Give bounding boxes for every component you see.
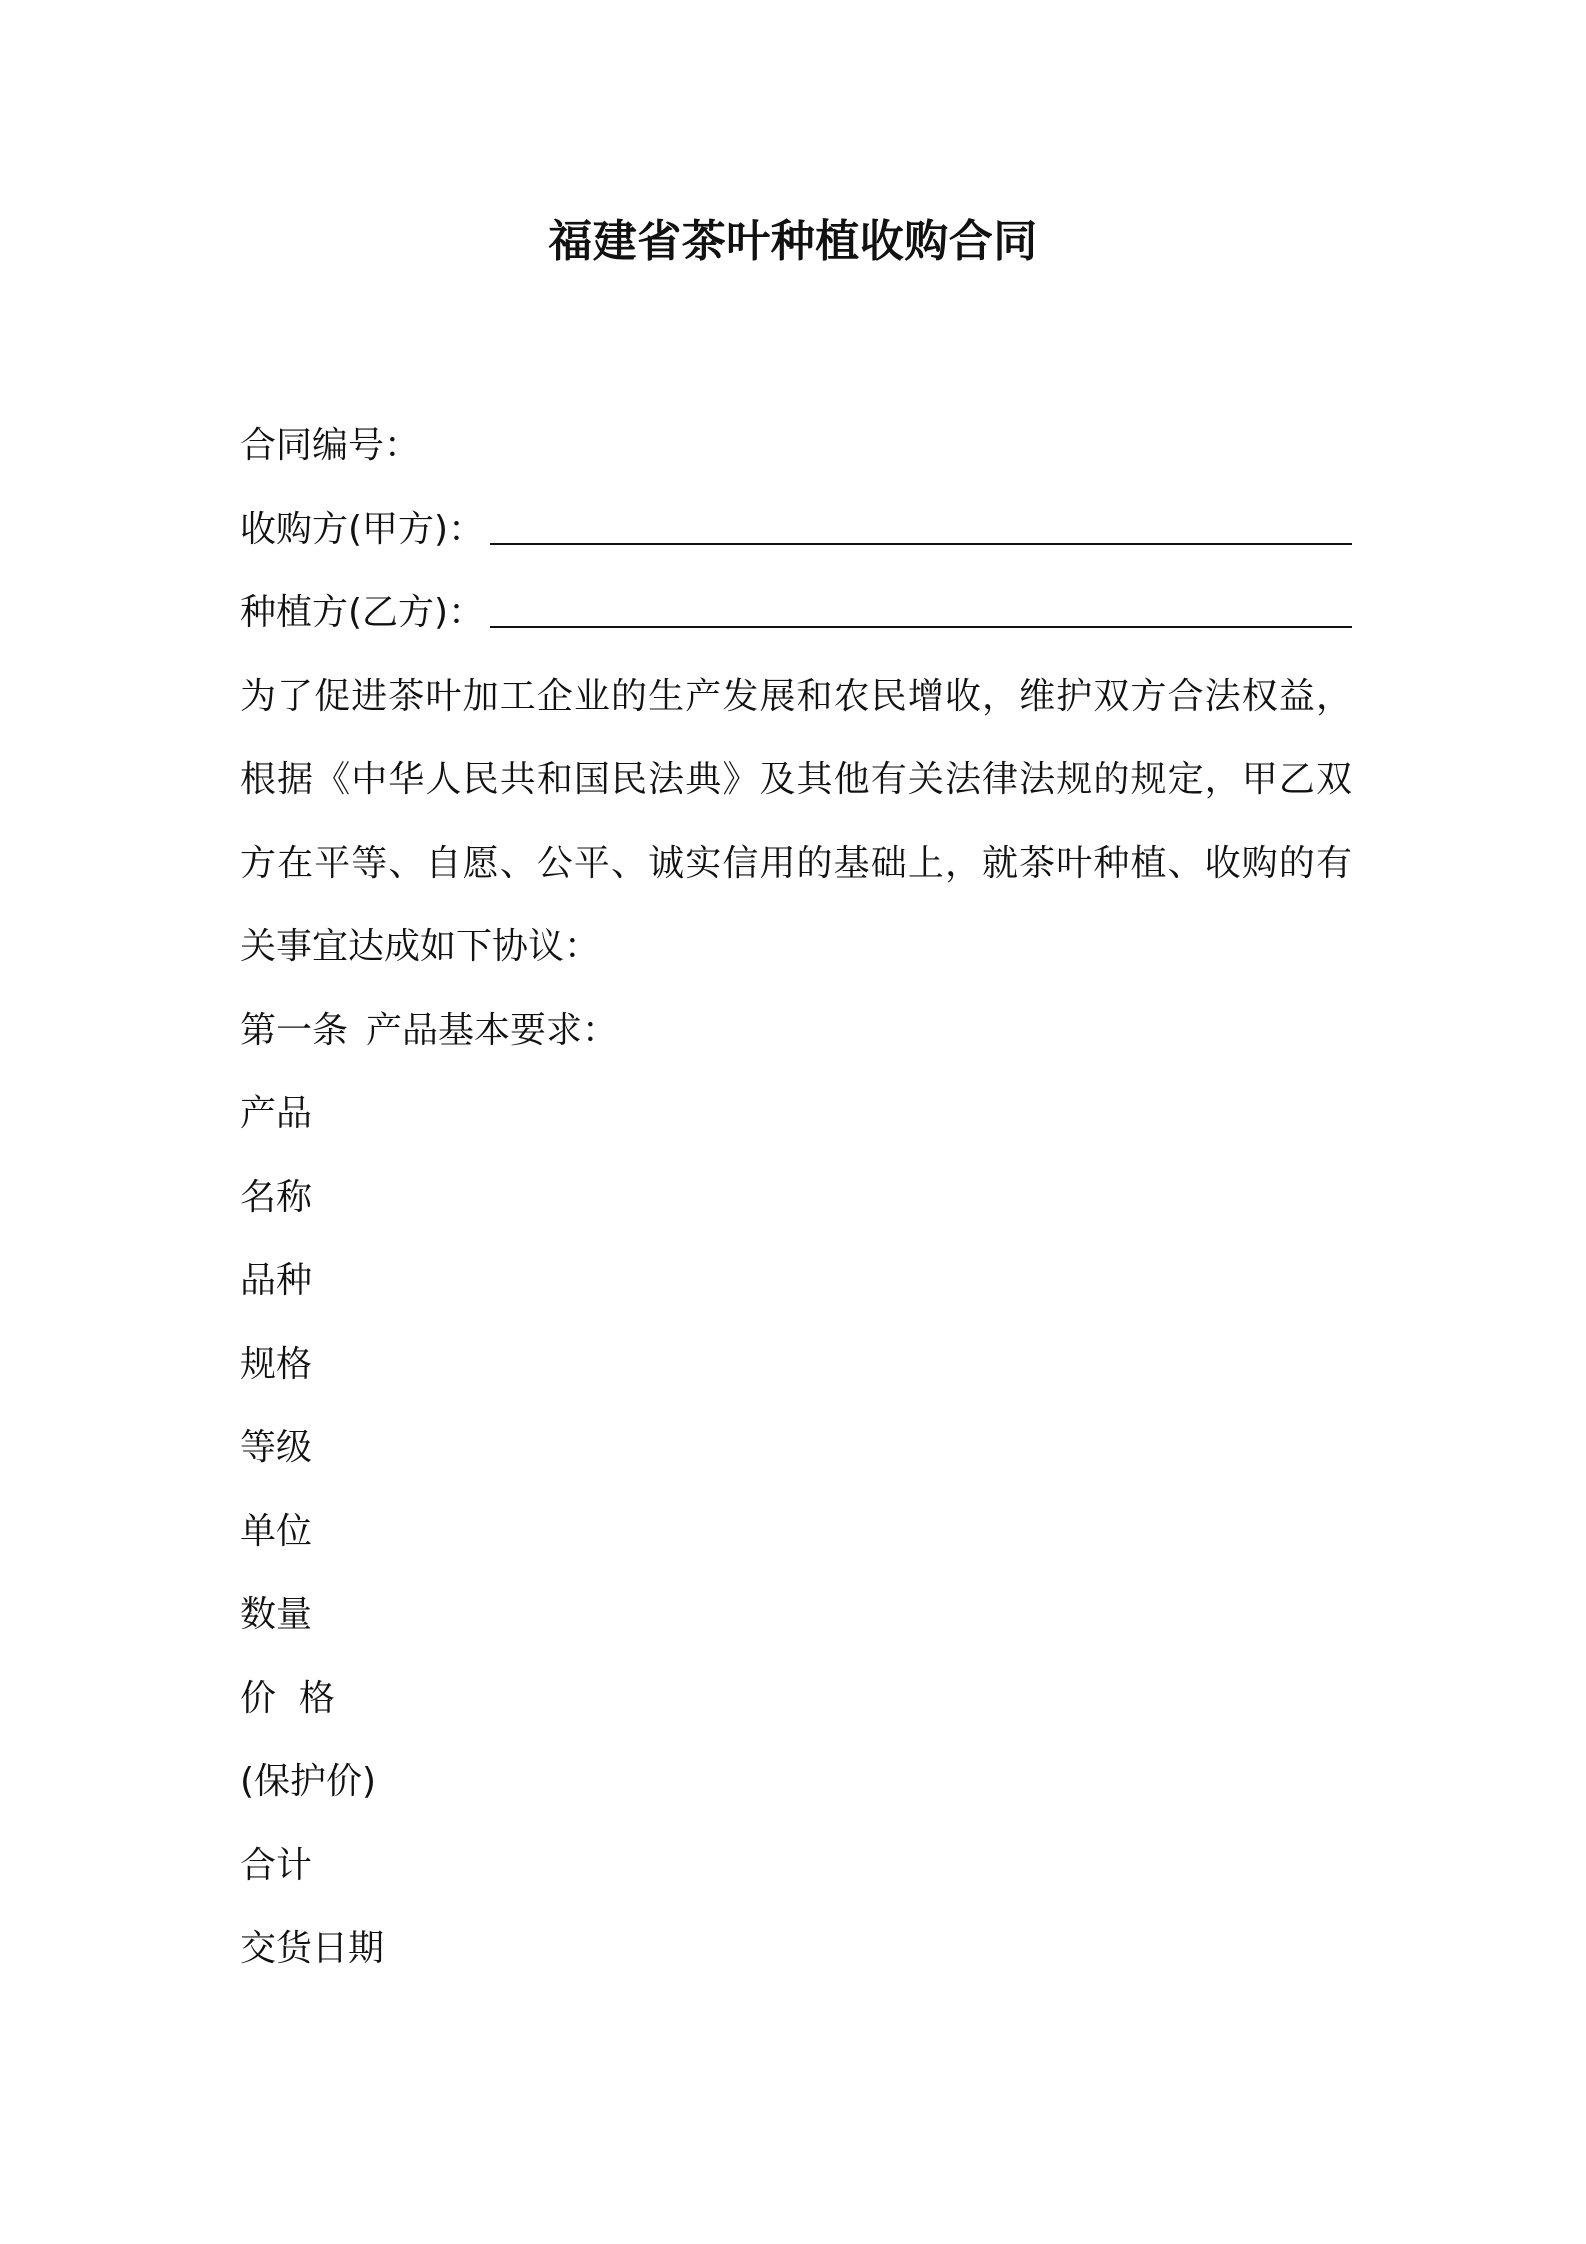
grower-blank: [490, 626, 1352, 628]
buyer-blank: [490, 543, 1352, 545]
field-price: 价 格: [240, 1677, 335, 1719]
contract-number-label: 合同编号：: [240, 425, 421, 466]
article-1-title: 产品基本要求：: [366, 1009, 619, 1051]
document-body: [240, 404, 1352, 1991]
article-1-number: 第一条: [240, 1009, 349, 1051]
field-total: 合计: [240, 1844, 313, 1886]
field-product: 产品: [240, 1093, 313, 1134]
document-title: 福建省茶叶种植收购合同: [548, 216, 1038, 267]
preamble-paragraph: 为了促进茶叶加工企业的生产发展和农民增收，维护双方合法权益，根据《中华人民共和国民法典》及其他有关法律法规的规定，甲乙双方在平等、自愿、公平、诚实信用的基础上，就茶叶种植、收购的有关事宜达成如下协议：: [240, 675, 1352, 967]
field-spec: 规格: [240, 1343, 313, 1385]
field-variety: 品种: [240, 1260, 313, 1301]
field-delivery-date: 交货日期: [240, 1928, 385, 1969]
grower-line: [240, 571, 1352, 655]
field-grade: 等级: [240, 1427, 313, 1468]
field-quantity: 数量: [240, 1594, 313, 1635]
contract-number-line: [240, 404, 1352, 488]
article-1-heading: [240, 989, 1352, 1073]
grower-label: 种植方(乙方)：: [240, 592, 485, 633]
field-name: 名称: [240, 1176, 313, 1218]
field-protected-price: (保护价): [240, 1761, 377, 1802]
buyer-line: [240, 488, 1352, 572]
field-unit: 单位: [240, 1510, 313, 1552]
buyer-label: 收购方(甲方)：: [240, 508, 485, 550]
